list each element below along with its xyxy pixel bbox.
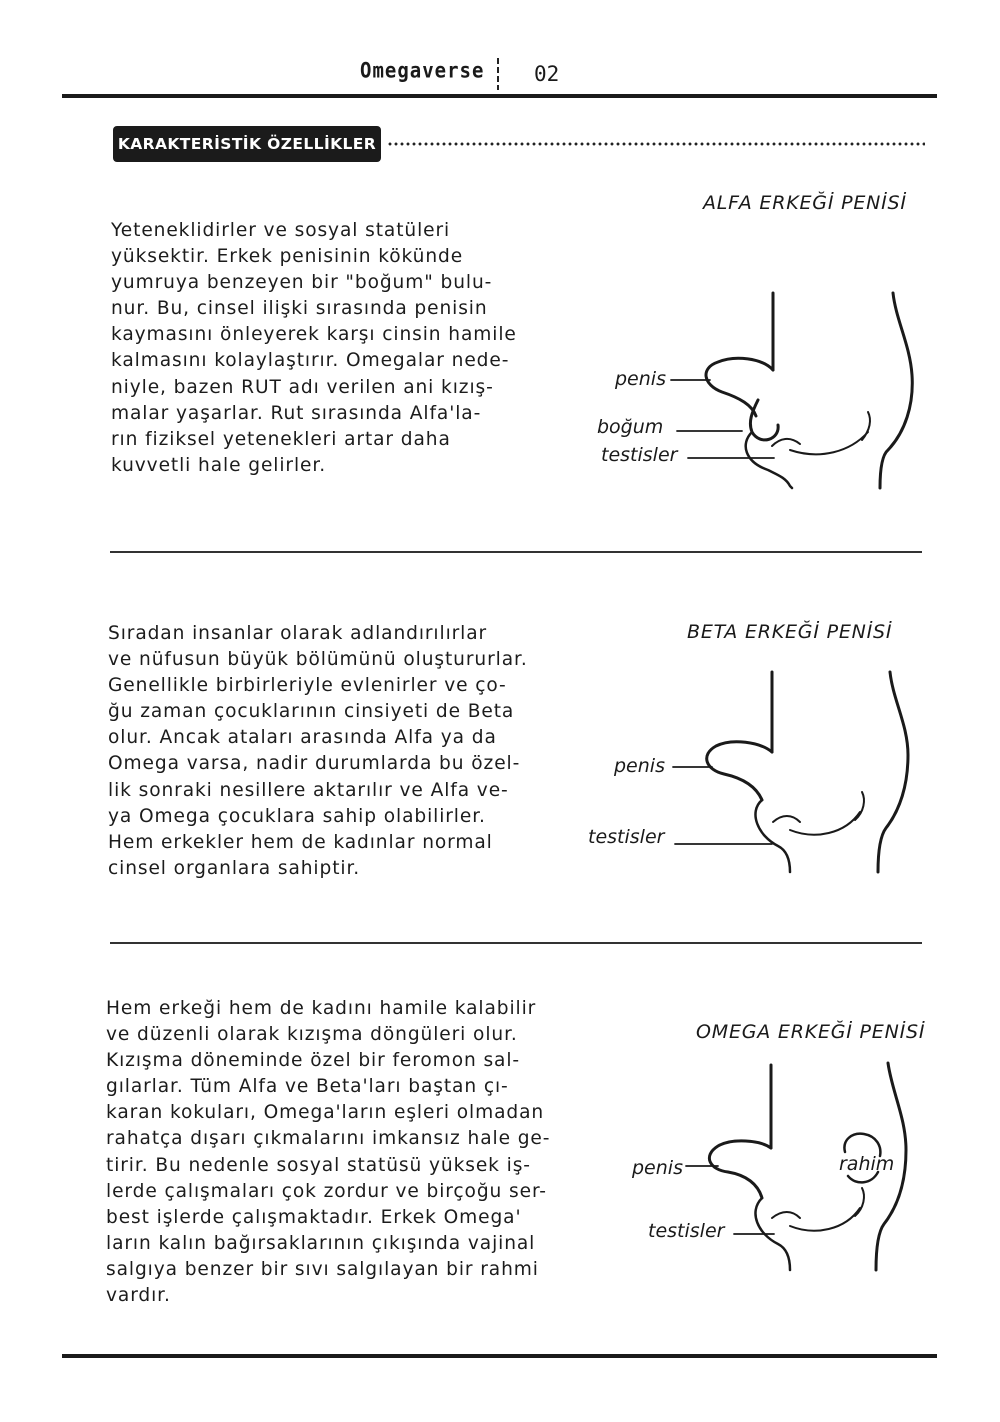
text-line: ve nüfusun büyük bölümünü oluştururlar. (108, 649, 528, 671)
section-title: KARAKTERİSTİK ÖZELLİKLER (113, 126, 381, 162)
text-line: ya Omega çocuklara sahip olabilirler. (108, 805, 486, 827)
text-line: gılarlar. Tüm Alfa ve Beta'ları baştan çı- (106, 1076, 509, 1098)
figure-title-alfa: ALFA ERKEĞİ PENİSİ (703, 192, 907, 214)
text-line: malar yaşarlar. Rut sırasında Alfa'la- (111, 402, 482, 424)
label-testisler-alfa: testisler (601, 444, 678, 466)
text-line: best işlerde çalışmaktadır. Erkek Omega' (106, 1206, 522, 1228)
text-line: ğu zaman çocuklarının cinsiyeti de Beta (108, 701, 515, 723)
text-line: ve düzenli olarak kızışma döngüleri olur. (106, 1024, 518, 1046)
text-line: tirir. Bu nedenle sosyal statüsü yüksek iş- (106, 1154, 531, 1176)
text-line: Omega varsa, nadir durumlarda bu özel- (108, 753, 521, 775)
text-line: ların kalın bağırsaklarının çıkışında vajinal (106, 1232, 536, 1254)
label-bogum-alfa: boğum (597, 416, 664, 438)
label-penis-omega: penis (632, 1157, 683, 1179)
text-line: Hem erkekler hem de kadınlar normal (108, 831, 493, 853)
text-line: Kızışma döneminde özel bir feromon sal- (106, 1050, 521, 1072)
label-penis-beta: penis (614, 755, 665, 777)
label-testisler-beta: testisler (588, 826, 665, 848)
text-line: yumruya benzeyen bir "boğum" bulu- (111, 272, 493, 294)
text-line: Hem erkeği hem de kadını hamile kalabilir (106, 998, 537, 1019)
label-penis-alfa: penis (615, 368, 666, 390)
text-line: rahatça dışarı çıkmalarını imkansız hale ge- (106, 1128, 551, 1150)
text-line: salgıya benzer bir sıvı salgılayan bir rahmi (106, 1258, 539, 1280)
text-line: Sıradan insanlar olarak adlandırılırlar (108, 623, 488, 644)
text-line: cinsel organlara sahiptir. (108, 857, 361, 879)
text-line: kuvvetli hale gelirler. (111, 454, 327, 476)
label-testisler-omega: testisler (648, 1220, 725, 1242)
text-line: Yeteneklidirler ve sosyal statüleri (111, 220, 451, 241)
page-number: 02 (534, 62, 560, 86)
header-title: Omegaverse (360, 58, 485, 84)
text-line: Genellikle birbirleriyle evlenirler ve ço- (108, 675, 507, 697)
text-line: karan kokuları, Omega'ların eşleri olmadan (106, 1102, 545, 1124)
text-line: lik sonraki nesillere aktarılır ve Alfa ve- (108, 779, 509, 801)
figure-title-beta: BETA ERKEĞİ PENİSİ (687, 621, 893, 643)
text-line: yüksektir. Erkek penisinin kökünde (111, 246, 464, 268)
label-rahim-omega: rahim (839, 1153, 895, 1175)
text-line: kalmasını kolaylaştırır. Omegalar nede- (111, 350, 510, 372)
text-line: olur. Ancak ataları arasında Alfa ya da (108, 727, 497, 749)
text-line: nur. Bu, cinsel ilişki sırasında penisin (111, 298, 488, 320)
figure-title-omega: OMEGA ERKEĞİ PENİSİ (696, 1021, 926, 1043)
text-line: rın fiziksel yetenekleri artar daha (111, 428, 451, 450)
text-line: kaymasını önleyerek karşı cinsin hamile (111, 324, 517, 346)
text-line: lerde çalışmaları çok zordur ve birçoğu ser- (106, 1180, 547, 1202)
footer-rule (62, 1354, 937, 1358)
text-line: vardır. (106, 1285, 171, 1307)
text-line: niyle, bazen RUT adı verilen ani kızış- (111, 376, 494, 398)
